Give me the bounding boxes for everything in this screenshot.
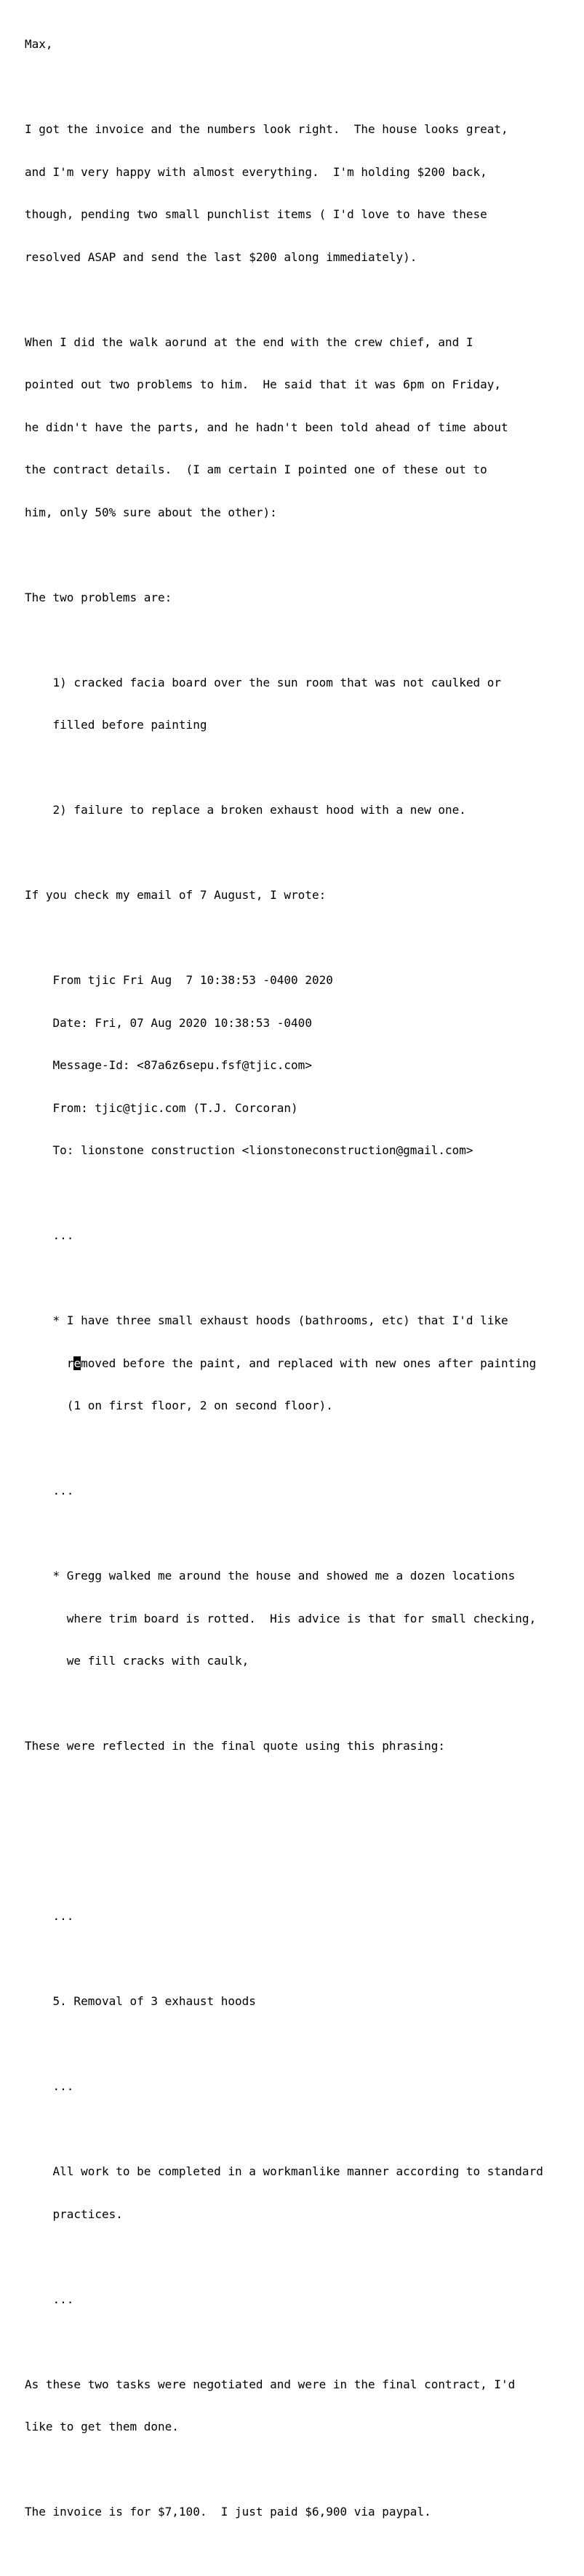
text-line bbox=[25, 2463, 577, 2477]
text-line: (1 on first floor, 2 on second floor). bbox=[25, 1399, 333, 1412]
text-line bbox=[25, 931, 577, 945]
text-line: * I have three small exhaust hoods (bathrooms, etc) that I'd like bbox=[25, 1313, 508, 1327]
text-line bbox=[25, 1441, 577, 1456]
text-line: 5. Removal of 3 exhaust hoods bbox=[25, 1994, 256, 2008]
text-line bbox=[25, 1271, 577, 1286]
text-line: When I did the walk aorund at the end with the crew chief, and I bbox=[25, 335, 473, 349]
text-line: ... bbox=[25, 1228, 74, 1242]
text-line: ... bbox=[25, 1484, 74, 1497]
cursor-line-prefix: r bbox=[25, 1356, 74, 1370]
text-line bbox=[25, 1824, 577, 1839]
email-text-editor[interactable] bbox=[25, 9, 577, 2519]
text-line: pointed out two problems to him. He said that it was 6pm on Friday, bbox=[25, 377, 502, 391]
text-line bbox=[25, 1527, 577, 1541]
text-line: and I'm very happy with almost everything. I'm holding $200 back, bbox=[25, 164, 487, 179]
text-line: * Gregg walked me around the house and showed me a dozen locations bbox=[25, 1569, 516, 1583]
text-line bbox=[25, 633, 577, 647]
text-line: ... bbox=[25, 2079, 74, 2093]
text-line: All work to be completed in a workmanlike manner according to standard bbox=[25, 2164, 543, 2178]
text-line: we fill cracks with caulk, bbox=[25, 1654, 249, 1668]
text-line: 1) cracked facia board over the sun room that was not caulked or bbox=[25, 675, 502, 689]
text-line: 2) failure to replace a broken exhaust hood with a new one. bbox=[25, 803, 466, 817]
text-line: These were reflected in the final quote using this phrasing: bbox=[25, 1739, 445, 1753]
text-line bbox=[25, 1952, 577, 1967]
text-line: filled before painting bbox=[25, 718, 207, 732]
text-line: where trim board is rotted. His advice is that for small checking, bbox=[25, 1611, 537, 1625]
text-line: From tjic Fri Aug 7 10:38:53 -0400 2020 bbox=[25, 973, 333, 987]
cursor-line[interactable] bbox=[25, 1356, 577, 1371]
cursor-line-suffix: moved before the paint, and replaced with new ones after painting bbox=[81, 1356, 537, 1370]
text-cursor: e bbox=[73, 1356, 81, 1370]
text-line bbox=[25, 2037, 577, 2052]
text-line bbox=[25, 2249, 577, 2264]
text-line bbox=[25, 548, 577, 562]
text-line: Message-Id: <87a6z6sepu.fsf@tjic.com> bbox=[25, 1058, 312, 1072]
text-line: If you check my email of 7 August, I wrote: bbox=[25, 888, 327, 902]
text-line bbox=[25, 846, 577, 860]
text-line: To: lionstone construction <lionstoneconstruction@gmail.com> bbox=[25, 1143, 473, 1157]
text-line: resolved ASAP and send the last $200 along immediately). bbox=[25, 249, 417, 264]
text-line: ... bbox=[25, 1909, 74, 1923]
text-line bbox=[25, 2335, 577, 2349]
text-line bbox=[25, 2122, 577, 2137]
text-line bbox=[25, 2548, 577, 2562]
text-line: As these two tasks were negotiated and were in the final contract, I'd bbox=[25, 2377, 516, 2391]
text-line: From: tjic@tjic.com (T.J. Corcoran) bbox=[25, 1100, 298, 1115]
text-line: he didn't have the parts, and he hadn't been told ahead of time about bbox=[25, 420, 508, 434]
text-line: practices. bbox=[25, 2207, 123, 2221]
text-line: Max, bbox=[25, 37, 53, 51]
text-line bbox=[25, 292, 577, 307]
text-line: ... bbox=[25, 2292, 74, 2306]
text-line bbox=[25, 1186, 577, 1201]
text-line: though, pending two small punchlist items ( I'd love to have these bbox=[25, 207, 487, 221]
text-line bbox=[25, 761, 577, 775]
text-line bbox=[25, 80, 577, 95]
text-line: The two problems are: bbox=[25, 590, 172, 604]
text-line: like to get them done. bbox=[25, 2420, 179, 2433]
text-line: Date: Fri, 07 Aug 2020 10:38:53 -0400 bbox=[25, 1015, 312, 1030]
text-line: him, only 50% sure about the other): bbox=[25, 505, 277, 519]
text-line: the contract details. (I am certain I pointed one of these out to bbox=[25, 463, 487, 476]
text-line: The invoice is for $7,100. I just paid $6,900 via paypal. bbox=[25, 2505, 431, 2519]
text-line bbox=[25, 1867, 577, 1881]
text-line bbox=[25, 1697, 577, 1711]
text-line bbox=[25, 1782, 577, 1796]
text-line: I got the invoice and the numbers look right. The house looks great, bbox=[25, 122, 508, 136]
